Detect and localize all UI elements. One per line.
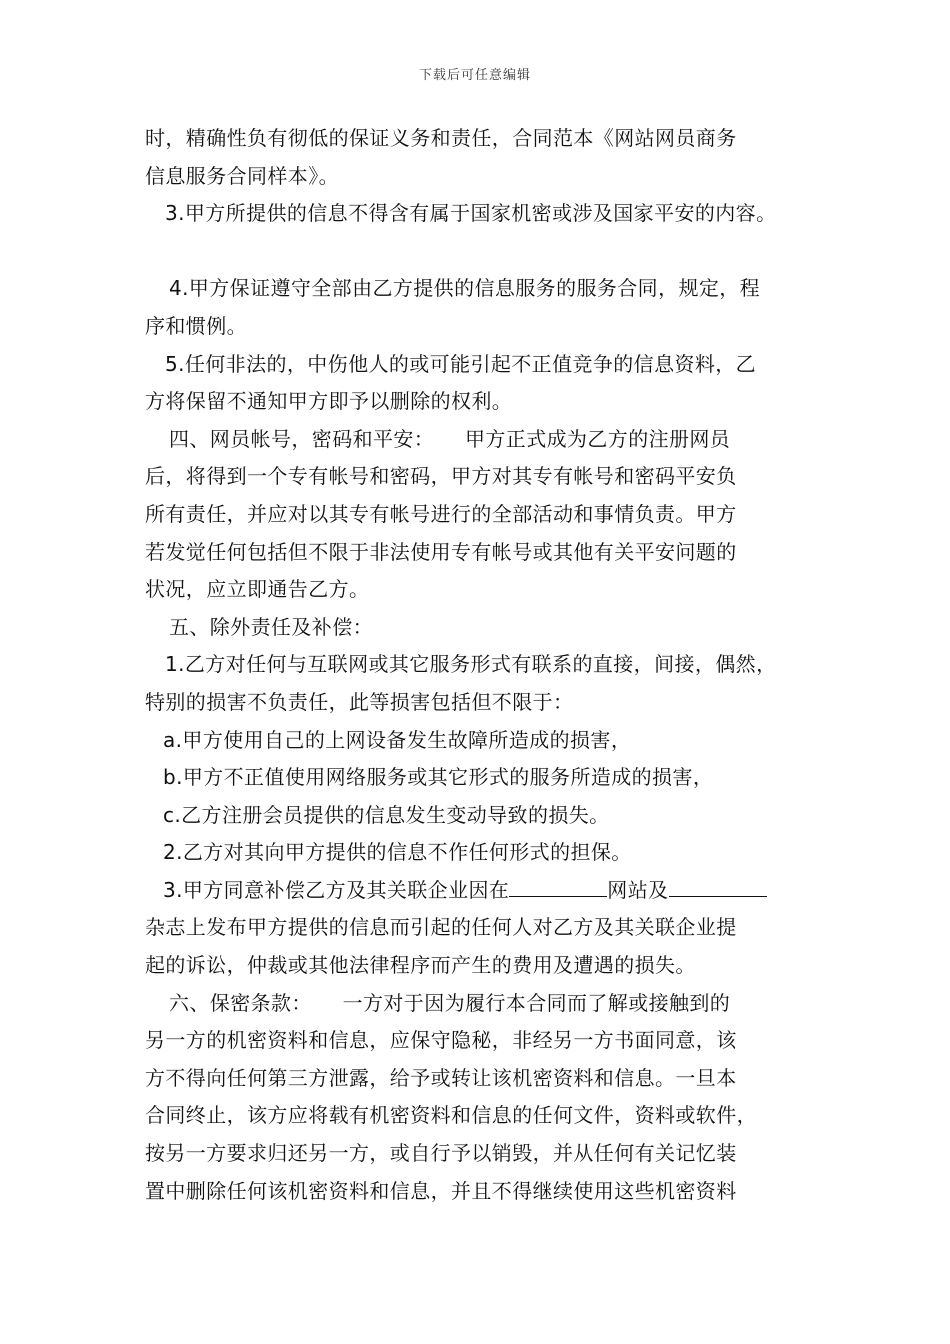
paragraph-line: 信息服务合同样本》。	[145, 163, 339, 188]
paragraph-line: 杂志上发布甲方提供的信息而引起的任何人对乙方及其关联企业提	[145, 915, 737, 940]
clause-5-3-text-b: 网站及	[607, 877, 669, 902]
fill-in-blank-website	[509, 874, 607, 897]
clause-5-1-line: 1.乙方对任何与互联网或其它服务形式有联系的直接，间接，偶然，	[165, 652, 777, 677]
paragraph-line: 起的诉讼，仲裁或其他法律程序而产生的费用及遭遇的损失。	[145, 953, 696, 978]
item-c-line: c.乙方注册会员提供的信息发生变动导致的损失。	[163, 802, 610, 827]
paragraph-line: 时，精确性负有彻低的保证义务和责任，合同范本《网站网员商务	[145, 126, 737, 150]
clause-4-line: 4.甲方保证遵守全部由乙方提供的信息服务的服务合同，规定，程	[169, 276, 761, 301]
paragraph-line: 另一方的机密资料和信息，应保守隐秘，非经另一方书面同意，该	[145, 1028, 737, 1053]
clause-5-3-line	[145, 872, 825, 910]
item-a-line: a.甲方使用自己的上网设备发生故障所造成的损害，	[163, 727, 632, 752]
fill-in-blank-magazine	[669, 874, 767, 897]
document-body	[145, 120, 825, 1210]
item-b-line: b.甲方不正值使用网络服务或其它形式的服务所造成的损害，	[163, 765, 714, 790]
section-4-heading-line: 四、网员帐号，密码和平安： 甲方正式成为乙方的注册网员	[169, 426, 731, 451]
section-5-heading: 五、除外责任及补偿：	[169, 614, 373, 639]
clause-5-line: 5.任何非法的，中伤他人的或可能引起不正值竞争的信息资料，乙	[165, 351, 757, 376]
section-6-heading-line: 六、保密条款： 一方对于因为履行本合同而了解或接触到的	[169, 990, 731, 1015]
paragraph-line: 序和惯例。	[145, 313, 247, 338]
paragraph-line: 特别的损害不负责任，此等损害包括但不限于：	[145, 689, 574, 714]
paragraph-line: 方不得向任何第三方泄露，给予或转让该机密资料和信息。一旦本	[145, 1065, 737, 1090]
paragraph-line: 合同终止，该方应将载有机密资料和信息的任何文件，资料或软件，	[145, 1103, 757, 1128]
paragraph-line: 状况，应立即通告乙方。	[145, 577, 370, 602]
page-header: 下载后可任意编辑	[418, 68, 531, 83]
clause-5-2-line: 2.乙方对其向甲方提供的信息不作任何形式的担保。	[163, 840, 632, 865]
paragraph-line: 所有责任，并应对以其专有帐号进行的全部活动和事情负责。甲方	[145, 501, 737, 526]
paragraph-line: 方将保留不通知甲方即予以删除的权利。	[145, 389, 513, 414]
paragraph-line: 后，将得到一个专有帐号和密码，甲方对其专有帐号和密码平安负	[145, 464, 737, 489]
paragraph-line: 按另一方要求归还另一方，或自行予以销毁，并从任何有关记忆装	[145, 1141, 737, 1166]
clause-3-line: 3.甲方所提供的信息不得含有属于国家机密或涉及国家平安的内容。	[165, 201, 777, 226]
paragraph-line: 置中删除任何该机密资料和信息，并且不得继续使用这些机密资料	[145, 1178, 737, 1203]
clause-5-3-text-a: 3.甲方同意补偿乙方及其关联企业因在	[163, 877, 510, 902]
paragraph-line: 若发觉任何包括但不限于非法使用专有帐号或其他有关平安问题的	[145, 539, 737, 564]
blank-spacer	[145, 233, 825, 271]
